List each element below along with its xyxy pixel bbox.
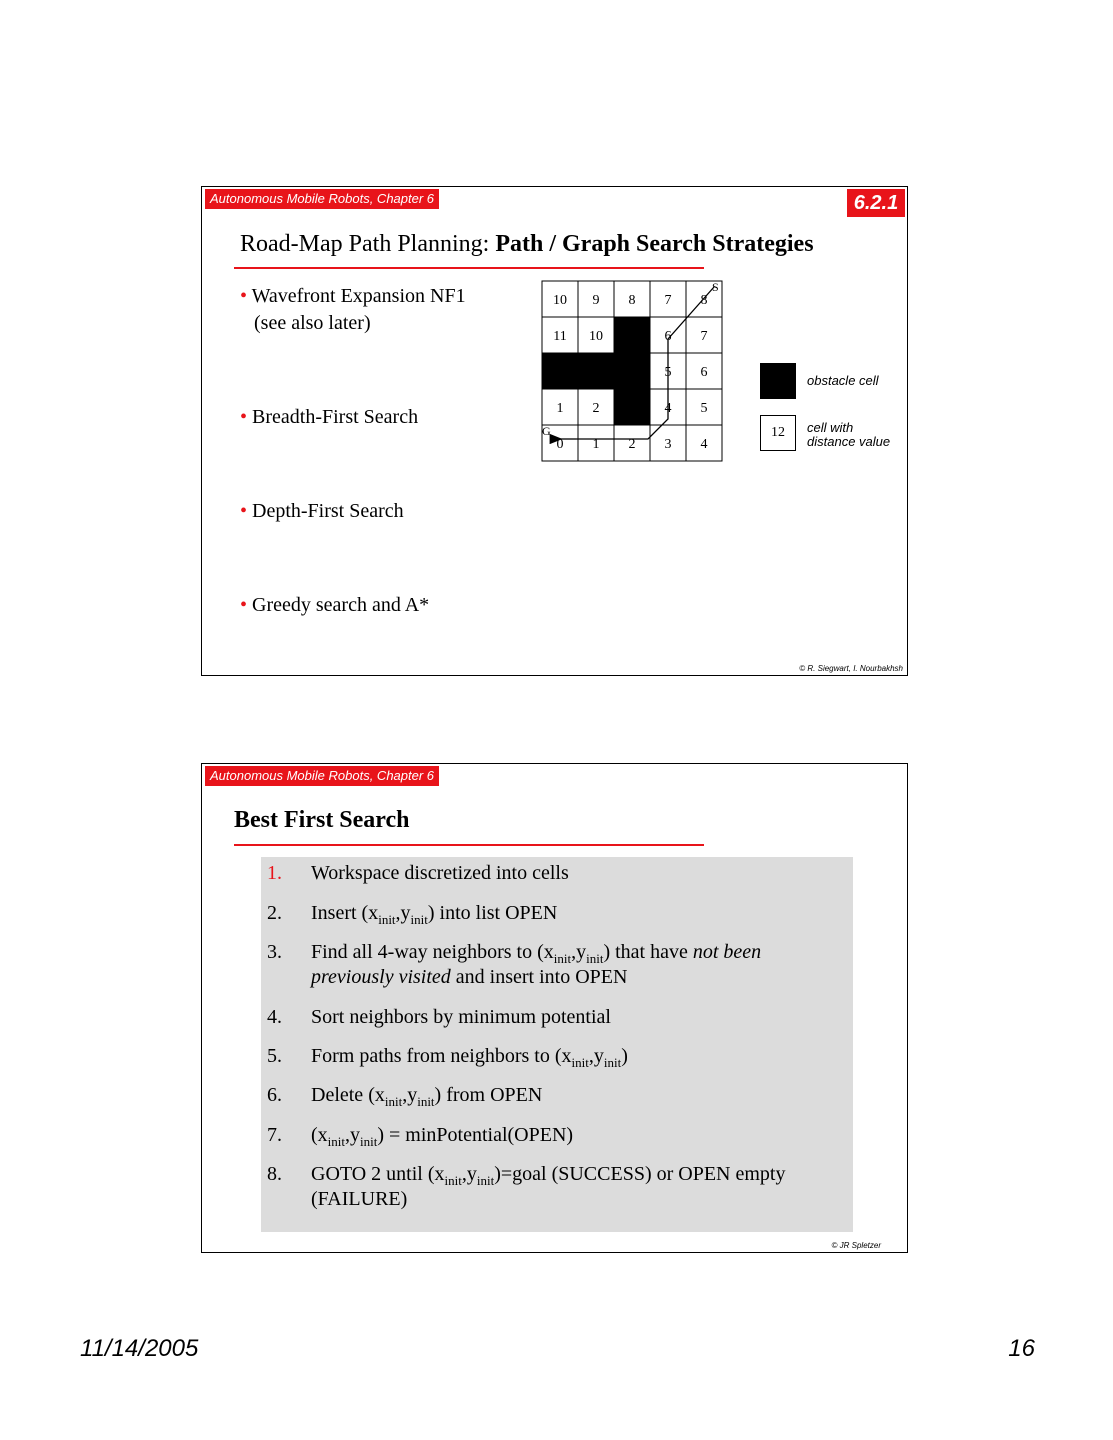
cell-distance-value: 2 xyxy=(592,401,600,416)
title-plain: Road-Map Path Planning: xyxy=(240,231,496,257)
item-number: 1. xyxy=(267,862,282,884)
item-text: Delete $(x_{init},y_{init})$ from OPEN xyxy=(311,1084,543,1109)
cell-distance-value: 4 xyxy=(664,401,672,416)
bullet-wavefront xyxy=(240,283,466,337)
item-number: 4. xyxy=(267,1006,282,1028)
bullet-depth-first xyxy=(240,498,404,525)
slide-title xyxy=(240,231,814,258)
cell-distance-value: 8 xyxy=(628,293,636,308)
legend-obstacle-label: obstacle cell xyxy=(807,373,879,388)
slide-wavefront xyxy=(201,186,908,676)
cell-distance-value: 1 xyxy=(556,401,564,416)
cell-distance-value: 2 xyxy=(628,437,636,452)
legend-obstacle-swatch xyxy=(760,363,796,399)
chapter-tag: Autonomous Mobile Robots, Chapter 6 xyxy=(205,766,439,786)
slide-title: Best First Search xyxy=(234,807,410,833)
cell-distance-value: 1 xyxy=(592,437,600,452)
cell-distance-value: 9 xyxy=(592,293,600,308)
cell-distance-value: 5 xyxy=(664,365,672,380)
bullet-greedy-astar xyxy=(240,592,429,619)
cell-distance-value: 6 xyxy=(700,365,708,380)
copyright: © JR Spletzer xyxy=(831,1241,881,1250)
bullet-text: Breadth-First Search xyxy=(252,406,419,428)
item-number: 5. xyxy=(267,1045,282,1067)
cell-distance-value: 0 xyxy=(556,437,564,452)
legend-distance-label-2: distance value xyxy=(807,434,891,449)
item-text: Insert $(x_{init},y_{init})$ into list OPEN xyxy=(311,902,558,927)
title-underline xyxy=(234,267,704,269)
obstacle-cell xyxy=(542,353,578,389)
legend-distance-swatch: 12 xyxy=(760,415,796,451)
cell-distance-value: 3 xyxy=(664,437,672,452)
bullet-dot: • xyxy=(240,285,248,307)
copyright: © R. Siegwart, I. Nourbakhsh xyxy=(799,664,903,673)
item-text: Find all 4-way neighbors to $(x_{init},y_{init})$ that have not been previously visited and insert into OPEN xyxy=(311,941,762,988)
slide-best-first-search xyxy=(201,763,908,1253)
cell-distance-value: 6 xyxy=(664,329,672,344)
cell-distance-value: 7 xyxy=(700,329,708,344)
wavefront-grid xyxy=(540,279,740,469)
item-number: 7. xyxy=(267,1124,282,1146)
title-underline xyxy=(234,844,704,846)
obstacle-cell xyxy=(614,317,650,353)
obstacle-cell xyxy=(578,353,614,389)
item-text: Sort neighbors by minimum potential xyxy=(311,1006,611,1028)
title-bold: Path / Graph Search Strategies xyxy=(495,231,814,257)
bullet-text: Wavefront Expansion NF1 xyxy=(251,285,466,307)
item-text: Form paths from neighbors to $(x_{init},y_{init})$ xyxy=(311,1045,628,1070)
cell-distance-value: 8 xyxy=(700,293,708,308)
bullet-breadth-first xyxy=(240,404,418,431)
bullet-dot: • xyxy=(240,594,248,616)
item-number: 6. xyxy=(267,1084,282,1106)
page-number: 16 xyxy=(1008,1335,1035,1362)
bullet-text: Greedy search and A* xyxy=(252,594,430,616)
cell-distance-value: 11 xyxy=(553,329,567,344)
bullet-text: Depth-First Search xyxy=(252,500,404,522)
cell-distance-value: 5 xyxy=(700,401,708,416)
cell-distance-value: 10 xyxy=(553,293,567,308)
section-number: 6.2.1 xyxy=(847,189,905,217)
item-number: 3. xyxy=(267,941,282,963)
bullet-dot: • xyxy=(240,500,248,522)
item-text: GOTO 2 until $(x_{init},y_{init})=goal$ (SUCCESS) or OPEN empty (FAILURE) xyxy=(311,1163,786,1210)
cell-distance-value: 7 xyxy=(664,293,672,308)
chapter-tag: Autonomous Mobile Robots, Chapter 6 xyxy=(205,189,439,209)
item-number: 8. xyxy=(267,1163,282,1185)
item-text: Workspace discretized into cells xyxy=(311,862,569,884)
page-date: 11/14/2005 xyxy=(80,1335,199,1362)
obstacle-cell xyxy=(614,353,650,389)
bullet-dot: • xyxy=(240,406,248,428)
bullet-subtext: (see also later) xyxy=(254,312,371,334)
algorithm-steps xyxy=(261,857,853,1232)
legend-distance-label-1: cell with xyxy=(807,420,854,435)
legend-distance-label xyxy=(807,421,890,449)
item-text: $(x_{init},y_{init})$ = minPotential(OPEN) xyxy=(311,1124,574,1149)
obstacle-cell xyxy=(614,389,650,425)
item-number: 2. xyxy=(267,902,282,924)
goal-label: G xyxy=(542,424,551,438)
cell-distance-value: 4 xyxy=(700,437,708,452)
cell-distance-value: 10 xyxy=(589,329,603,344)
start-label: S xyxy=(712,280,719,294)
